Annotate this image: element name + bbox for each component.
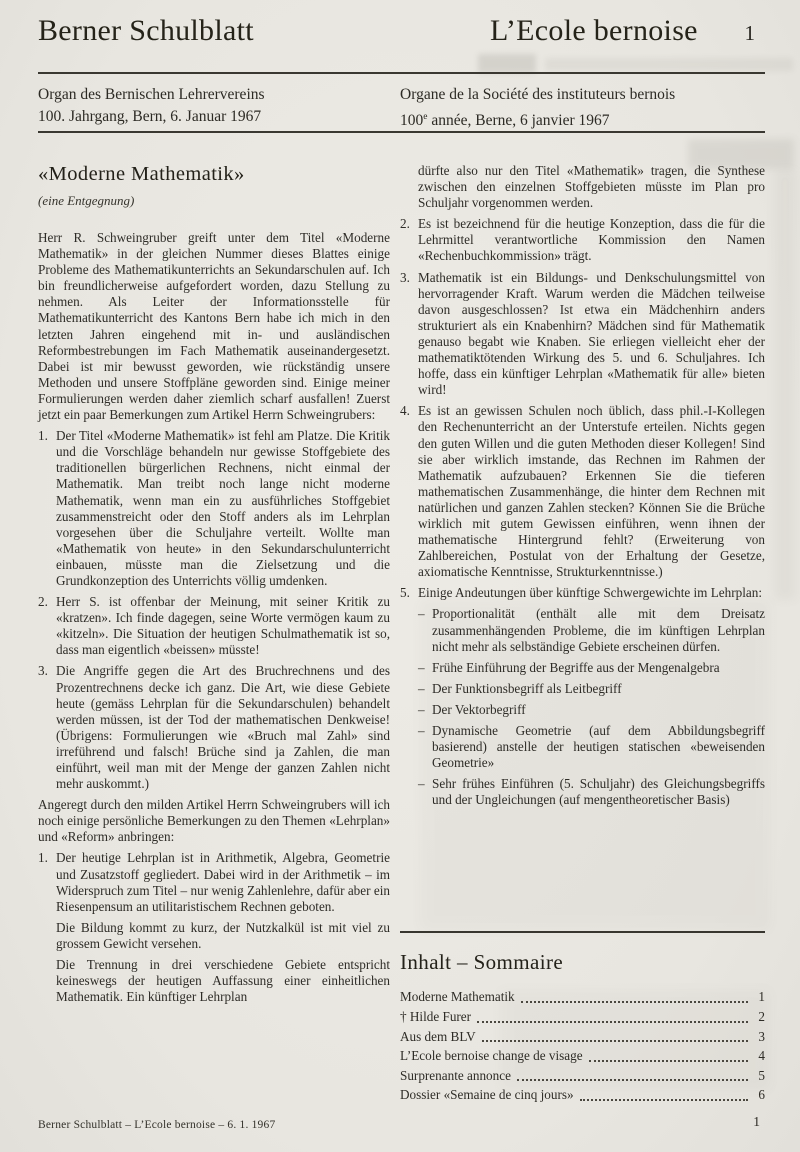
toc-entry-title: † Hilde Furer [400, 1009, 472, 1025]
left-column [38, 163, 390, 1105]
dash-item [400, 723, 765, 771]
toc-entry-page: 1 [758, 989, 765, 1005]
dash-marker: – [418, 680, 425, 696]
item-number: 2. [400, 216, 410, 232]
scan-artifact [774, 170, 796, 600]
toc-entry [400, 1085, 765, 1105]
numbered-item [400, 585, 765, 601]
volume-number: 100 [400, 112, 424, 129]
numbered-item [38, 594, 390, 658]
journal-title-french: L’Ecole bernoise [490, 14, 698, 47]
dash-marker: – [418, 723, 425, 738]
toc-entry-page: 4 [758, 1048, 765, 1064]
item-text: Mathematik ist ein Bildungs- und Denkschulungsmittel von hervorragender Kraft. Warum werden die Mädchen teilweise davon ausgeschlossen? Ist etwa ein Mädchenhirn anders strukturiert als ein Knabenhirn? Mädchen sind für Mathematik genauso begabt wie Knaben. Sie erliegen vielleicht eher der mathematiktötenden Wirkung des 5. und 6. Schuljahres. Ich hoffe, dass ein künftiger Lehrplan «Mathematik für alle» bieten wird! [418, 269, 765, 398]
masthead-subtitles [38, 84, 765, 128]
volume-superscript: e [423, 112, 428, 122]
item-continuation-paragraph: Die Trennung in drei verschiedene Gebiete entspricht keineswegs der heutigen Auffassung einer einheitlichen Mathematik. Ein künftiger Lehrplan [56, 957, 390, 1005]
article-title: «Moderne Mathematik» [38, 163, 245, 185]
item-text: Es ist bezeichnend für die heutige Konzeption, dass die für die Lehrmittel verantwortliche Kommission den Namen «Rechenbuchkommission» trägt. [418, 216, 765, 264]
intro-paragraph: Herr R. Schweingruber greift unter dem Titel «Moderne Mathematik» in der gleichen Nummer dieses Blattes einige Probleme des Mathematikunterrichts an Sekundarschulen auf. Ich bin freundlicherweise aufgefordert worden, dazu Stellung zu nehmen. Als Leiter der Informationsstelle für Mathematikunterricht des Kantons Bern habe ich mich in den letzten Jahren eingehend mit in- und ausländischen Reformbestrebungen im Fach Mathematik auseinandergesetzt. Dabei ist mir bewusst geworden, wie rückständig unsere Methoden und unsere Stoffpläne geworden sind. Einige meiner Formulierungen werden daher ziemlich scharf ausfallen! Zuerst jetzt ein paar Bemerkungen zum Artikel Herrn Schweingrubers: [38, 230, 390, 423]
volume-line-french [400, 106, 765, 132]
item-text: Der heutige Lehrplan ist in Arithmetik, Algebra, Geometrie und Zusatzstoff gegliedert. Dabei wird in der Arithmetik – im Widerspruch zum Titel – nur wenig Zahlenlehre, dafür aber ein Riesenpensum an utilitaristischem Rechnen geboten. [56, 850, 390, 914]
item-number: 1. [38, 850, 48, 866]
dot-leader [580, 1099, 748, 1101]
dash-marker: – [418, 659, 425, 675]
numbered-item [400, 216, 765, 264]
numbered-item [38, 428, 390, 589]
transition-paragraph: Angeregt durch den milden Artikel Herrn Schweingrubers will ich noch einige persönliche Bemerkungen zu den Themen «Lehrplan» und «Reform» anbringen: [38, 797, 390, 845]
numbered-item [38, 850, 390, 914]
dot-leader [477, 1021, 748, 1023]
toc-entry-page: 5 [758, 1067, 765, 1083]
toc-entry-page: 2 [758, 1009, 765, 1025]
organ-line-french: Organe de la Société des instituteurs bernois [400, 86, 676, 103]
item-text: Der Titel «Moderne Mathematik» ist fehl am Platze. Die Kritik und die Vorschläge behandeln nur gewisse Stoffgebiete des traditionellen bürgerlichen Rechnens, nicht einmal der Mathematik. Man treibt noch lange nicht moderne Mathematik, wenn man ein zu ausführliches Stoffgebiet zusammenstreicht oder den Stoff anders als im Lehrplan vorgesehen über die Schuljahre verteilt. Wollte man «Mathematik von heute» in den Sekundarschulunterricht einbauen, müsste man die Zielsetzung und die Grundkonzeption des Unterrichts völlig umdenken. [56, 428, 390, 588]
dot-leader [521, 1001, 748, 1003]
dash-item [400, 702, 765, 718]
item-text: Die Angriffe gegen die Art des Bruchrechnens und des Prozentrechnens decke ich ganz. Die Art, wie diese Gebiete heute (gemäss Lehrplan für die Sekundarschulen) behandelt werden müssen, ist der Tod der mathematischen Denkweise! (Übrigens: Formulierungen wie «Bruch mal Zahl» sind irreführend und falsch! Brüche sind ja Zahlen, die man einführt, weil man mit der Menge der ganzen Zahlen nicht mehr auskommt.) [56, 663, 390, 792]
dash-item [400, 606, 765, 654]
divider-rule [38, 131, 765, 133]
article-body [38, 163, 765, 1105]
item-text: Herr S. ist offenbar der Meinung, mit seiner Kritik zu «kratzen». Ich finde dagegen, seine Worte vermögen kaum zu «kitzeln». Die Situation der heutigen Schulmathematik ist so, dass man eigentlich «beissen» müsste! [56, 594, 390, 658]
page-number-top: 1 [744, 21, 755, 45]
dot-leader [517, 1079, 748, 1081]
toc-entry [400, 1066, 765, 1086]
numbered-item [400, 270, 765, 399]
item-number: 1. [38, 428, 48, 444]
journal-title-german: Berner Schulblatt [38, 14, 254, 47]
toc-entry-title: Surprenante annonce [400, 1067, 511, 1083]
item-text: Einige Andeutungen über künftige Schwergewichte im Lehrplan: [418, 585, 763, 601]
toc-entry-title: Dossier «Semaine de cinq jours» [400, 1087, 574, 1103]
toc-entry-title: Aus dem BLV [400, 1028, 476, 1044]
toc-entry [400, 1007, 765, 1027]
toc-entry-page: 3 [758, 1028, 765, 1044]
dash-marker: – [418, 701, 425, 717]
dash-item-text: Proportionalität (enthält alle mit dem Dreisatz zusammenhängenden Probleme, die im künftigen Lehrplan nicht mehr als selbständige Gebiete erscheinen dürfen. [432, 606, 765, 654]
toc-entry-page: 6 [758, 1087, 765, 1103]
item-text: Es ist an gewissen Schulen noch üblich, dass phil.-I-Kollegen den Rechenunterricht an der Unterstufe erteilen. Nichts gegen den guten Willen und die guten Methoden dieser Kollegen! Sind sie aber wirklich imstande, das Rechnen im Rahmen der Mathematik aufzubauen? Erkennen Sie die tieferen mathematischen Zusammenhänge, die hinter dem Rechnen mit natürlichen und ganzen Zahlen stecken? Können Sie die Brüche wirklich mit gutem Gewissen einführen, wenn ihnen der mathematische Hintergrund fehlt? (Erweiterung von Zahlbereichen, Postulat von der Erhaltung der Gesetze, axiomatische Kenntnisse, Strukturkenntnisse.) [418, 403, 765, 580]
continuation-paragraph: dürfte also nur den Titel «Mathematik» tragen, die Synthese zwischen den einzelnen Stoffgebieten müsste im Plan pro Schuljahr vorgenommen werden. [418, 163, 765, 211]
volume-rest: année, Berne, 6 janvier 1967 [427, 112, 610, 129]
dash-marker: – [418, 606, 425, 622]
item-number: 3. [400, 269, 410, 285]
footer-page-number: 1 [753, 1114, 760, 1129]
dash-item-text: Der Vektorbegriff [432, 701, 526, 717]
toc-entry [400, 1027, 765, 1047]
divider-rule [38, 72, 765, 74]
volume-line-german: 100. Jahrgang, Bern, 6. Januar 1967 [38, 108, 262, 125]
toc-entry-title: Moderne Mathematik [400, 989, 515, 1005]
footer-running-title: Berner Schulblatt – L’Ecole bernoise – 6. 1. 1967 [38, 1119, 276, 1131]
dash-marker: – [418, 776, 425, 792]
dash-item-text: Sehr frühes Einführen (5. Schuljahr) des Gleichungsbegriffs und der Ungleichungen (auf mengentheoretischer Basis) [432, 776, 765, 808]
dash-item-text: Dynamische Geometrie (auf dem Abbildungsbegriff basierend) anstelle der heutigen statischen «beweisenden Geometrie» [432, 723, 765, 771]
dash-item-text: Frühe Einführung der Begriffe aus der Mengenalgebra [432, 659, 720, 675]
right-column [400, 163, 765, 1105]
item-number: 3. [38, 663, 48, 679]
article-subtitle: (eine Entgegnung) [38, 193, 135, 208]
item-number: 5. [400, 585, 410, 601]
dash-item [400, 660, 765, 676]
toc-heading: Inhalt – Sommaire [400, 950, 564, 975]
toc-entry [400, 987, 765, 1007]
masthead [38, 14, 765, 70]
item-continuation-paragraph: Die Bildung kommt zu kurz, der Nutzkalkül ist mit viel zu grossem Gewicht versehen. [56, 919, 390, 951]
toc-entry-title: L’Ecole bernoise change de visage [400, 1048, 583, 1064]
masthead-right-block [400, 84, 765, 132]
item-number: 4. [400, 403, 410, 419]
organ-line-german: Organ des Bernischen Lehrervereins [38, 86, 265, 103]
dash-item-text: Der Funktionsbegriff als Leitbegriff [432, 680, 622, 696]
item-number: 2. [38, 594, 48, 610]
dot-leader [589, 1060, 748, 1062]
dash-item [400, 776, 765, 808]
toc-section [400, 931, 765, 1105]
dot-leader [482, 1040, 748, 1042]
dash-item [400, 681, 765, 697]
numbered-item [400, 403, 765, 580]
toc-entry [400, 1046, 765, 1066]
numbered-item [38, 663, 390, 792]
